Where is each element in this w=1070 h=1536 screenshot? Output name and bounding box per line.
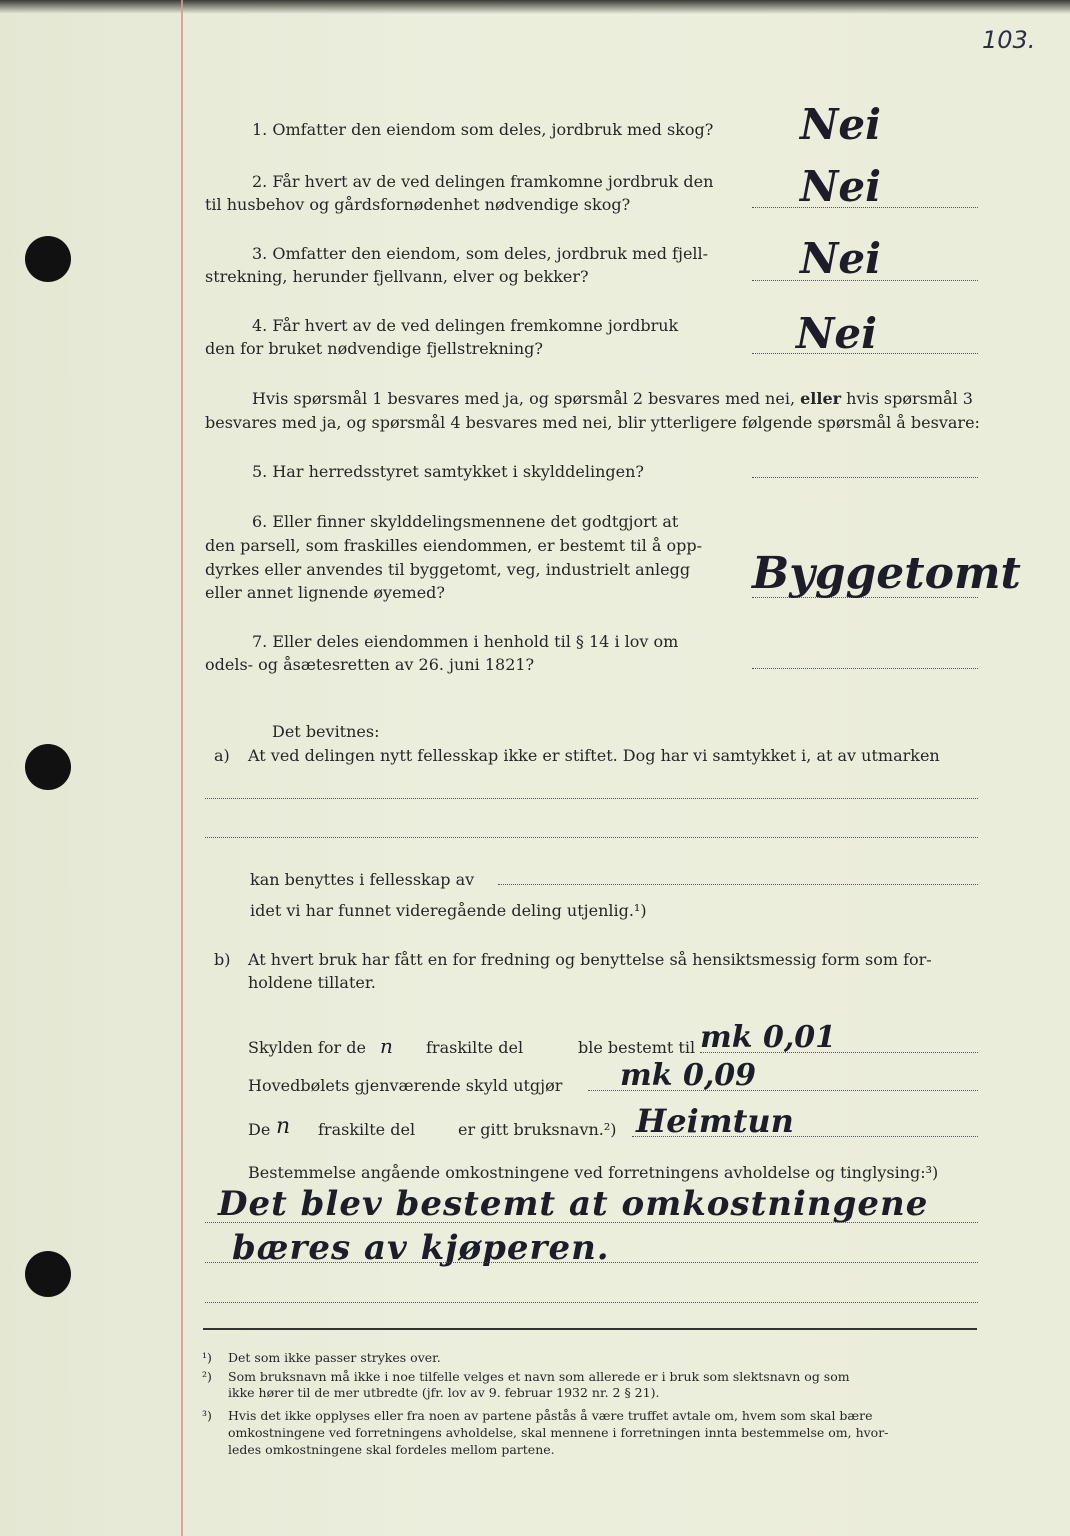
costs-label: Bestemmelse angående omkostningene ved forretningens avholdelse og tinglysing:³) [248, 1163, 939, 1182]
question-6-line-3: dyrkes eller anvendes til byggetomt, veg, industrielt anlegg [205, 560, 691, 579]
footnote-3-line-3: ledes omkostningene skal fordeles mellom partene. [228, 1442, 555, 1457]
punch-hole-bottom [25, 1251, 71, 1297]
question-2-line-2: til husbehov og gårdsfornødenhet nødvendige skog? [205, 195, 631, 214]
question-1-answer: Nei [800, 100, 882, 149]
costs-dotted-line-1 [205, 1222, 978, 1223]
valuation-row-1-label-a: Skylden for de [248, 1038, 366, 1057]
question-6-line-4: eller annet lignende øyemed? [205, 583, 445, 602]
condition-line-2: besvares med ja, og spørsmål 4 besvares med nei, blir ytterligere følgende spørsmål å besvare: [205, 413, 980, 432]
question-4-line-1: 4. Får hvert av de ved delingen fremkomne jordbruk [252, 316, 679, 335]
witness-a-label: a) [214, 746, 230, 765]
question-5-answer-line [752, 477, 978, 478]
costs-answer-line-1: Det blev bestemt at omkostningene [218, 1184, 929, 1224]
costs-answer-line-2: bæres av kjøperen. [232, 1228, 610, 1268]
punch-hole-middle [25, 744, 71, 790]
footnote-2-line-2: ikke hører til de mer utbredte (jfr. lov av 9. februar 1932 nr. 2 § 21). [228, 1385, 660, 1400]
punch-hole-top [25, 236, 71, 282]
witness-a-text: At ved delingen nytt fellesskap ikke er stiftet. Dog har vi samtykket i, at av utmarken [248, 746, 940, 765]
witness-b-text-1: At hvert bruk har fått en for fredning og benyttelse så hensiktsmessig form som for- [248, 950, 932, 969]
footnote-2-mark: ²) [202, 1369, 212, 1384]
witness-heading: Det bevitnes: [272, 722, 380, 741]
costs-dotted-line-2 [205, 1262, 978, 1263]
question-5-line-1: 5. Har herredsstyret samtykket i skylddelingen? [252, 462, 644, 481]
witness-b-label: b) [214, 950, 231, 969]
valuation-row-2-label: Hovedbølets gjenværende skyld utgjør [248, 1076, 563, 1095]
question-4-answer: Nei [796, 309, 878, 358]
question-3-line-1: 3. Omfatter den eiendom, som deles, jordbruk med fjell- [252, 244, 709, 263]
condition-text-part-1: Hvis spørsmål 1 besvares med ja, og spørsmål 2 besvares med nei, [252, 389, 796, 408]
condition-bold-word: eller [800, 389, 842, 408]
footnote-1-line-1: Det som ikke passer strykes over. [228, 1350, 441, 1365]
witness-b-text-2: holdene tillater. [248, 973, 376, 992]
costs-dotted-line-3 [205, 1302, 978, 1303]
question-3-line-2: strekning, herunder fjellvann, elver og bekker? [205, 267, 589, 286]
page-number: 103. [982, 26, 1036, 54]
shared-use-dotted-line [498, 884, 978, 885]
advance-line: idet vi har funnet videregående deling utjenlig.¹) [250, 901, 647, 920]
question-7-line-2: odels- og åsætesretten av 26. juni 1821? [205, 655, 535, 674]
question-4-line-2: den for bruket nødvendige fjellstrekning? [205, 339, 543, 358]
valuation-row-3-label-b: fraskilte del [318, 1120, 416, 1139]
valuation-row-3-label-c: er gitt bruksnavn.²) [458, 1120, 617, 1139]
footnote-3-mark: ³) [202, 1408, 212, 1423]
scan-edge-shadow [0, 0, 1070, 14]
valuation-row-3-label-a: De [248, 1120, 271, 1139]
question-6-line-1: 6. Eller finner skylddelingsmennene det godtgjort at [252, 512, 679, 531]
valuation-row-1-handwritten-n: n [380, 1034, 393, 1058]
question-2-line-1: 2. Får hvert av de ved delingen framkomne jordbruk den [252, 172, 714, 191]
shared-use-line: kan benyttes i fellesskap av [250, 870, 475, 889]
footnote-3-line-1: Hvis det ikke opplyses eller fra noen av partene påstås å være truffet avtale om, hvem som skal bære [228, 1408, 873, 1423]
question-7-answer-line [752, 668, 978, 669]
footnote-1-mark: ¹) [202, 1350, 212, 1365]
footnote-2-line-1: Som bruksnavn må ikke i noe tilfelle velges et navn som allerede er i bruk som slektsnavn og som [228, 1369, 850, 1384]
red-margin-line [181, 0, 183, 1536]
valuation-row-3-handwritten-n: n [276, 1114, 291, 1139]
question-2-answer: Nei [800, 162, 882, 211]
condition-text-part-2: hvis spørsmål 3 [846, 389, 973, 408]
condition-line-1 [252, 388, 973, 410]
footnote-3-line-2: omkostningene ved forretningens avholdelse, skal mennene i forretningen innta bestemmelse om, hvor- [228, 1425, 889, 1440]
question-3-answer: Nei [800, 234, 882, 283]
valuation-row-2-answer: mk 0,09 [620, 1058, 757, 1093]
witness-a-dotted-line-1 [205, 798, 978, 799]
question-6-line-2: den parsell, som fraskilles eiendommen, er bestemt til å opp- [205, 536, 702, 555]
valuation-row-1-label-c: ble bestemt til [578, 1038, 696, 1057]
witness-a-dotted-line-2 [205, 837, 978, 838]
valuation-row-3-answer: Heimtun [636, 1102, 794, 1140]
valuation-row-1-label-b: fraskilte del [426, 1038, 524, 1057]
question-7-line-1: 7. Eller deles eiendommen i henhold til § 14 i lov om [252, 632, 679, 651]
valuation-row-1-answer: mk 0,01 [700, 1020, 837, 1055]
footnote-separator [203, 1328, 977, 1330]
question-1-line-1: 1. Omfatter den eiendom som deles, jordbruk med skog? [252, 120, 714, 139]
question-6-answer: Byggetomt [752, 548, 1021, 599]
